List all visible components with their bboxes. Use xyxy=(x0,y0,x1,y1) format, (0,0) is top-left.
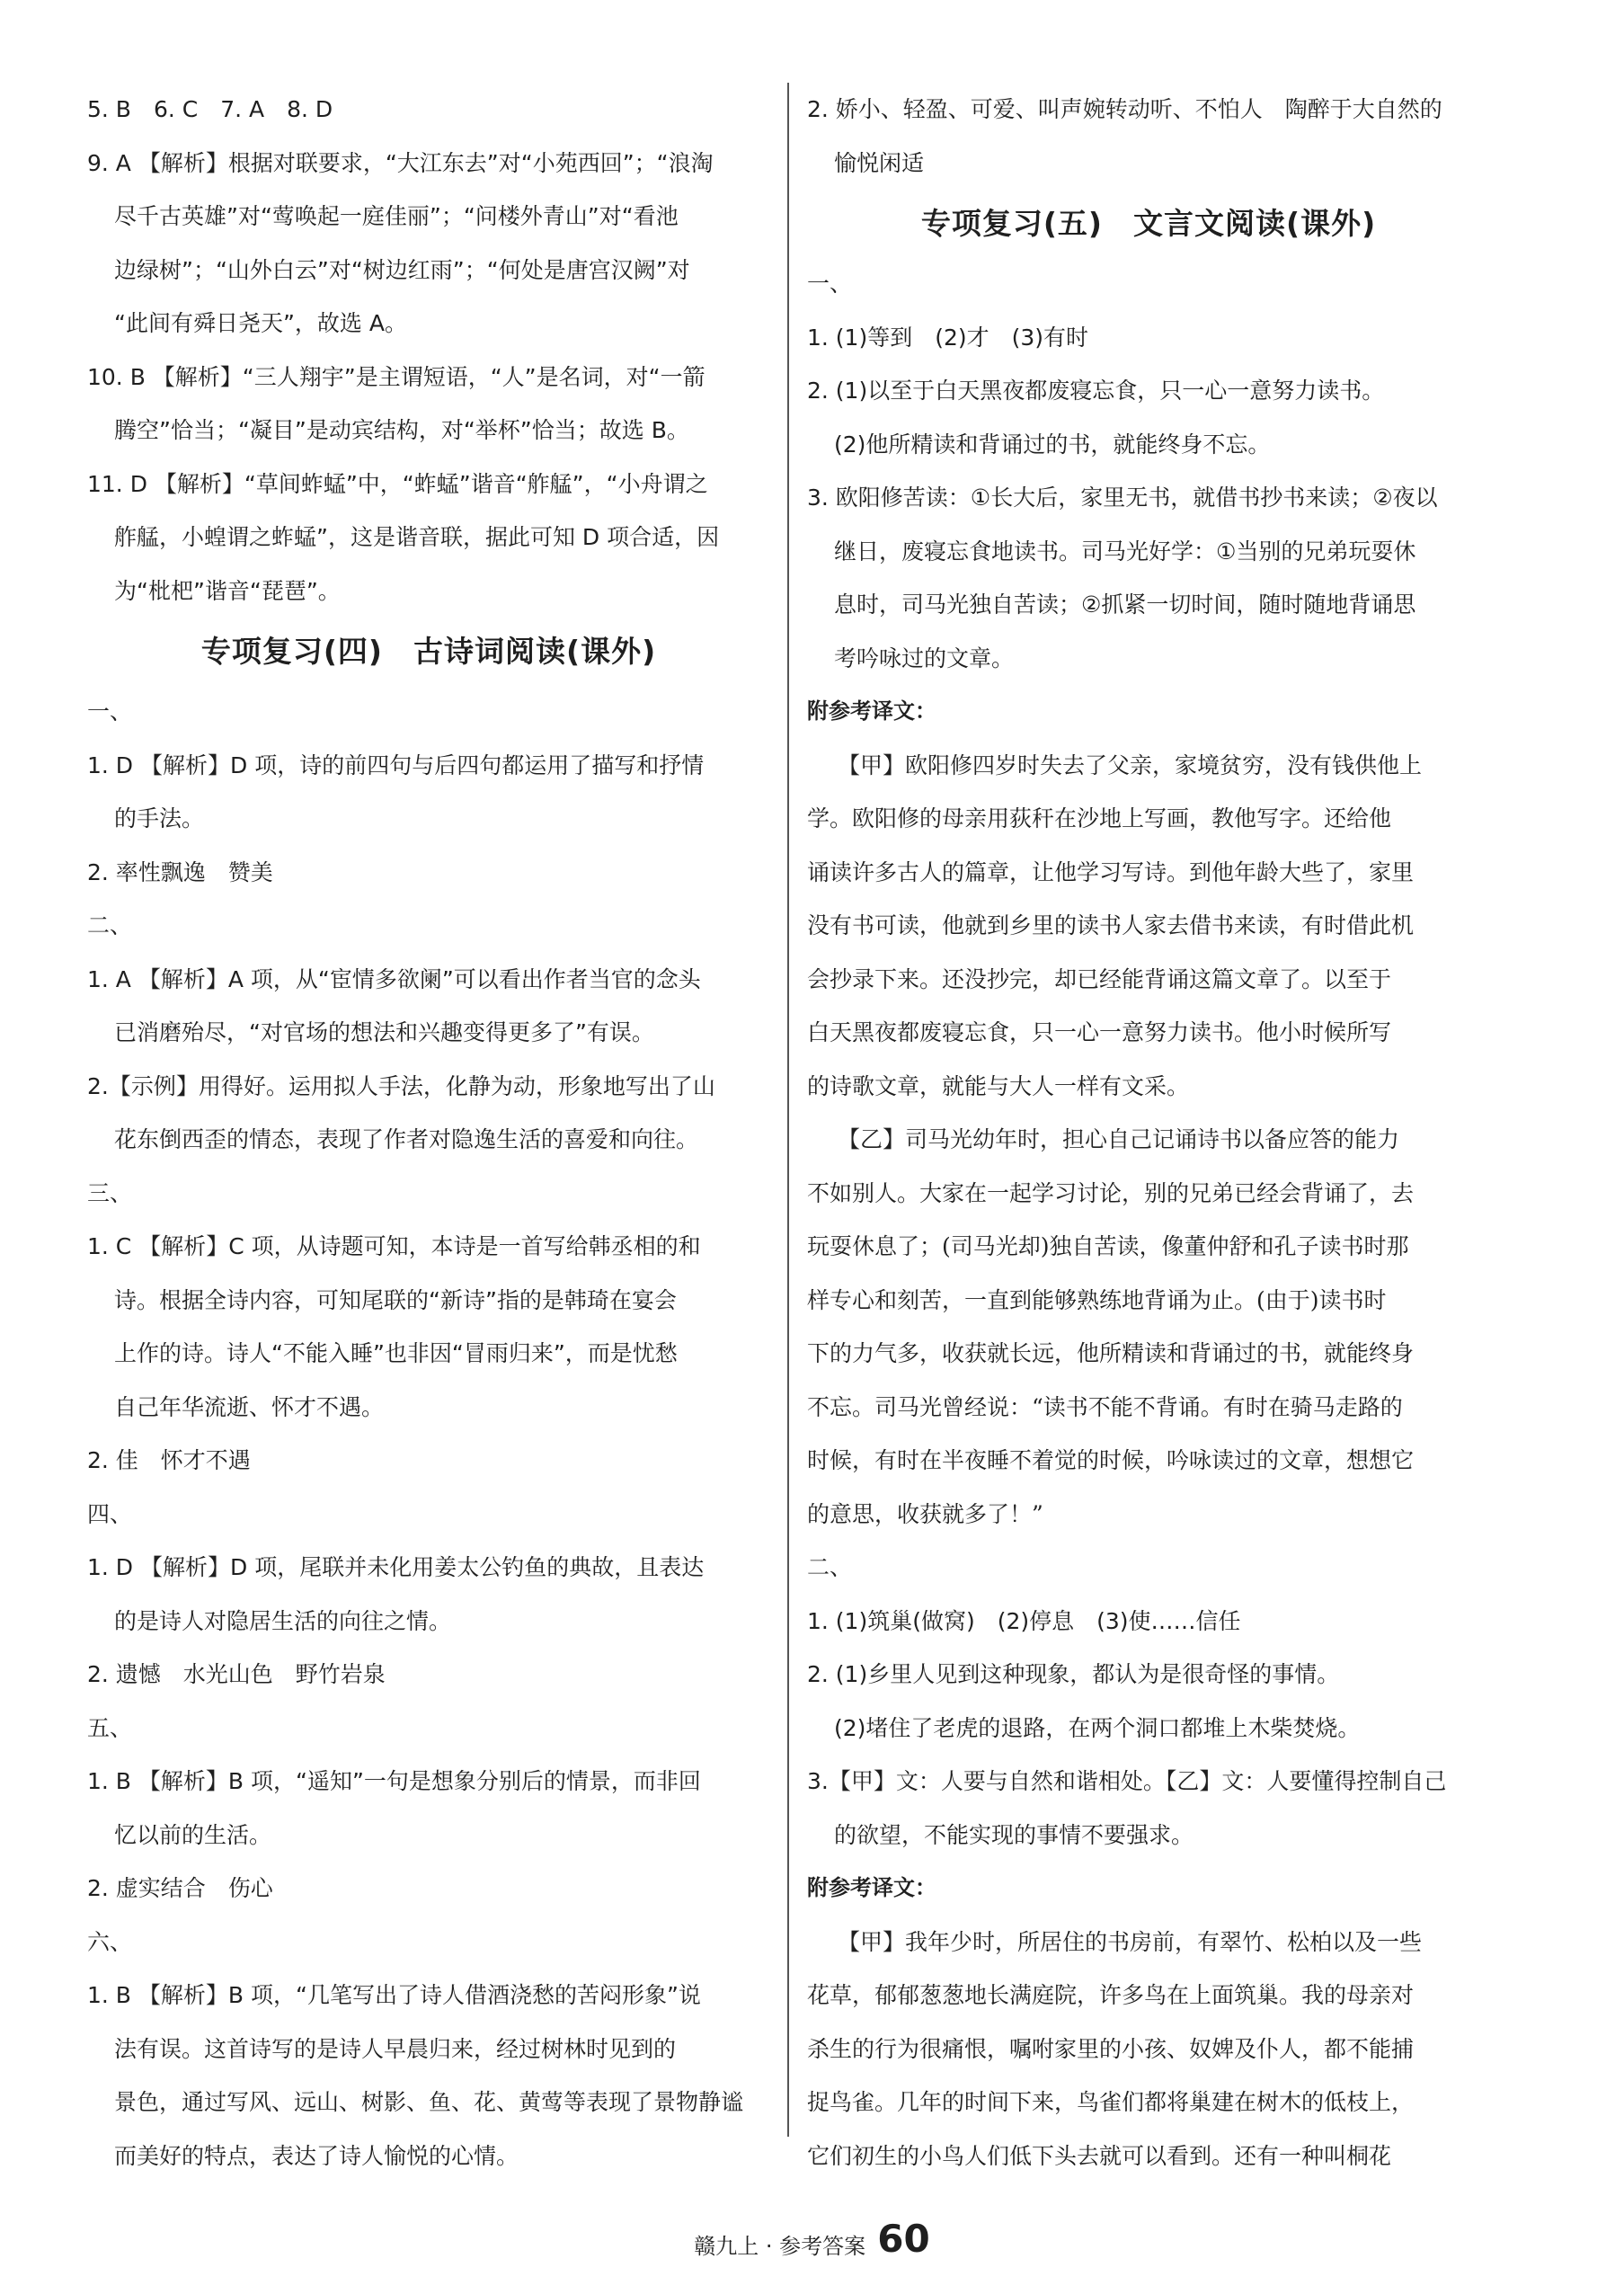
part-number: 二、 xyxy=(807,1554,853,1580)
answer-line: 11. D 【解析】“草间蚱蜢”中，“蚱蜢”谐音“舴艋”，“小舟谓之 xyxy=(87,470,708,497)
translation-line: 样专心和刻苦，一直到能够熟练地背诵为止。(由于)读书时 xyxy=(807,1286,1387,1313)
right-column xyxy=(807,83,1490,2183)
left-column xyxy=(87,83,770,2183)
answer-line: 10. B 【解析】“三人翔宇”是主谓短语，“人”是名词，对“一箭 xyxy=(87,363,706,390)
answer-line: 2. (1)以至于白天黑夜都废寝忘食，只一心一意努力读书。 xyxy=(807,378,1385,404)
answer-line: 2.【示例】用得好。运用拟人手法，化静为动，形象地写出了山 xyxy=(87,1072,715,1099)
translation-line: 不忘。司马光曾经说：“读书不能不背诵。有时在骑马走路的 xyxy=(807,1393,1403,1420)
part-number: 五、 xyxy=(87,1714,133,1741)
section-heading-5: 专项复习(五) 文言文阅读(课外) xyxy=(920,206,1377,241)
answer-line: 1. C 【解析】C 项，从诗题可知，本诗是一首写给韩丞相的和 xyxy=(87,1233,701,1259)
answer-line: 为“枇杷”谐音“琵琶”。 xyxy=(114,577,341,604)
translation-line: 【甲】我年少时，所居住的书房前，有翠竹、松柏以及一些 xyxy=(838,1928,1423,1955)
translation-line: 【甲】欧阳修四岁时失去了父亲，家境贫穷，没有钱供他上 xyxy=(838,751,1423,778)
answer-line: 1. B 【解析】B 项，“遥知”一句是想象分别后的情景，而非回 xyxy=(87,1768,701,1794)
reference-translation-label: 附参考译文： xyxy=(807,1875,936,1900)
answer-line: 的手法。 xyxy=(114,805,205,831)
section-heading-4: 专项复习(四) 古诗词阅读(课外) xyxy=(200,634,657,669)
answer-line: 上作的诗。诗人“不能入睡”也非因“冒雨归来”，而是忧愁 xyxy=(114,1340,678,1366)
answer-line: 花东倒西歪的情态，表现了作者对隐逸生活的喜爱和向往。 xyxy=(114,1126,699,1152)
translation-line: 下的力气多，收获就长远，他所精读和背诵过的书，就能终身 xyxy=(807,1340,1415,1366)
part-number: 二、 xyxy=(87,912,133,938)
part-number: 四、 xyxy=(87,1500,133,1527)
translation-line: 诵读许多古人的篇章，让他学习写诗。到他年龄大些了，家里 xyxy=(807,858,1415,885)
answer-line: 1. D 【解析】D 项，尾联并未化用姜太公钓鱼的典故，且表达 xyxy=(87,1554,705,1580)
answer-line: 边绿树”；“山外白云”对“树边红雨”；“何处是唐宫汉阙”对 xyxy=(114,256,690,283)
answer-line: 2. 娇小、轻盈、可爱、叫声婉转动听、不怕人 陶醉于大自然的 xyxy=(807,96,1442,122)
answer-line: (2)他所精读和背诵过的书，就能终身不忘。 xyxy=(834,431,1271,458)
translation-line: 杀生的行为很痛恨，嘱咐家里的小孩、奴婢及仆人，都不能捕 xyxy=(807,2035,1415,2062)
answer-line: 诗。根据全诗内容，可知尾联的“新诗”指的是韩琦在宴会 xyxy=(114,1286,677,1313)
answer-line: 尽千古英雄”对“莺唤起一庭佳丽”；“问楼外青山”对“看池 xyxy=(114,203,679,229)
part-number: 三、 xyxy=(87,1179,133,1206)
answer-line: 腾空”恰当；“凝目”是动宾结构，对“举杯”恰当；故选 B。 xyxy=(114,417,689,443)
translation-line: 玩耍休息了；(司马光却)独自苦读，像董仲舒和孔子读书时那 xyxy=(807,1233,1409,1259)
translation-line: 没有书可读，他就到乡里的读书人家去借书来读，有时借此机 xyxy=(807,912,1415,938)
reference-translation-label: 附参考译文： xyxy=(807,698,936,724)
answer-line: 3. 欧阳修苦读：①长大后，家里无书，就借书抄书来读；②夜以 xyxy=(807,485,1438,511)
translation-line: 学。欧阳修的母亲用荻秆在沙地上写画，教他写字。还给他 xyxy=(807,805,1392,831)
answer-line: 自己年华流逝、怀才不遇。 xyxy=(114,1393,385,1420)
answer-line: 舴艋，小蝗谓之蚱蜢”，这是谐音联，据此可知 D 项合适，因 xyxy=(114,524,720,550)
answer-line: 法有误。这首诗写的是诗人早晨归来，经过树林时见到的 xyxy=(114,2035,677,2062)
answer-line: 1. D 【解析】D 项，诗的前四句与后四句都运用了描写和抒情 xyxy=(87,751,705,778)
answer-line: 愉悦闲适 xyxy=(834,149,925,176)
translation-line: 【乙】司马光幼年时，担心自己记诵诗书以备应答的能力 xyxy=(838,1126,1400,1152)
answer-line: 2. 虚实结合 伤心 xyxy=(87,1875,273,1901)
answer-line: (2)堵住了老虎的退路，在两个洞口都堆上木柴焚烧。 xyxy=(834,1714,1361,1741)
page-footer xyxy=(0,2218,1624,2260)
translation-line: 的意思，收获就多了！” xyxy=(807,1500,1043,1527)
answer-line: 息时，司马光独自苦读；②抓紧一切时间，随时随地背诵思 xyxy=(834,591,1416,618)
answer-line: 2. 佳 怀才不遇 xyxy=(87,1447,251,1473)
answer-line: 2. (1)乡里人见到这种现象，都认为是很奇怪的事情。 xyxy=(807,1661,1340,1687)
answer-line: 2. 遗憾 水光山色 野竹岩泉 xyxy=(87,1661,386,1687)
answer-line: 3.【甲】文：人要与自然和谐相处。【乙】文：人要懂得控制自己 xyxy=(807,1768,1447,1794)
translation-line: 白天黑夜都废寝忘食，只一心一意努力读书。他小时候所写 xyxy=(807,1019,1392,1045)
translation-line: 不如别人。大家在一起学习讨论，别的兄弟已经会背诵了，去 xyxy=(807,1179,1415,1206)
answer-line: 9. A 【解析】根据对联要求，“大江东去”对“小苑西回”；“浪淘 xyxy=(87,149,714,176)
answer-line: 的是诗人对隐居生活的向往之情。 xyxy=(114,1607,452,1634)
part-number: 一、 xyxy=(807,271,853,297)
footer-label: 赣九上 · 参考答案 xyxy=(694,2234,866,2259)
translation-line: 捉鸟雀。几年的时间下来，鸟雀们都将巢建在树木的低枝上， xyxy=(807,2089,1415,2115)
answer-line: 2. 率性飘逸 赞美 xyxy=(87,858,273,885)
translation-line: 它们初生的小鸟人们低下头去就可以看到。还有一种叫桐花 xyxy=(807,2142,1392,2169)
part-number: 六、 xyxy=(87,1928,133,1955)
answer-line: 1. (1)筑巢(做窝) (2)停息 (3)使……信任 xyxy=(807,1607,1241,1634)
translation-line: 花草，郁郁葱葱地长满庭院，许多鸟在上面筑巢。我的母亲对 xyxy=(807,1982,1415,2008)
answer-line: 1. (1)等到 (2)才 (3)有时 xyxy=(807,324,1089,351)
answer-line: 的欲望，不能实现的事情不要强求。 xyxy=(834,1821,1194,1848)
answer-line: 1. B 【解析】B 项，“几笔写出了诗人借酒浇愁的苦闷形象”说 xyxy=(87,1982,701,2008)
answer-line: 景色，通过写风、远山、树影、鱼、花、黄莺等表现了景物静谧 xyxy=(114,2089,744,2115)
answer-line: 已消磨殆尽，“对官场的想法和兴趣变得更多了”有误。 xyxy=(114,1019,654,1045)
translation-line: 的诗歌文章，就能与大人一样有文采。 xyxy=(807,1072,1190,1099)
part-number: 一、 xyxy=(87,698,133,725)
answer-line: 5. B 6. C 7. A 8. D xyxy=(87,96,333,122)
translation-line: 时候，有时在半夜睡不着觉的时候，吟咏读过的文章，想想它 xyxy=(807,1447,1415,1473)
answer-line: 继日，废寝忘食地读书。司马光好学：①当别的兄弟玩耍休 xyxy=(834,538,1416,565)
answer-line: 考吟咏过的文章。 xyxy=(834,645,1015,671)
page-number: 60 xyxy=(877,2217,930,2261)
answer-line: 而美好的特点，表达了诗人愉悦的心情。 xyxy=(114,2142,519,2169)
translation-line: 会抄录下来。还没抄完，却已经能背诵这篇文章了。以至于 xyxy=(807,965,1392,992)
answer-line: “此间有舜日尧天”，故选 A。 xyxy=(114,310,407,336)
answer-line: 1. A 【解析】A 项，从“宦情多欲阑”可以看出作者当官的念头 xyxy=(87,965,701,992)
answer-line: 忆以前的生活。 xyxy=(114,1821,272,1848)
column-divider xyxy=(787,83,789,2137)
